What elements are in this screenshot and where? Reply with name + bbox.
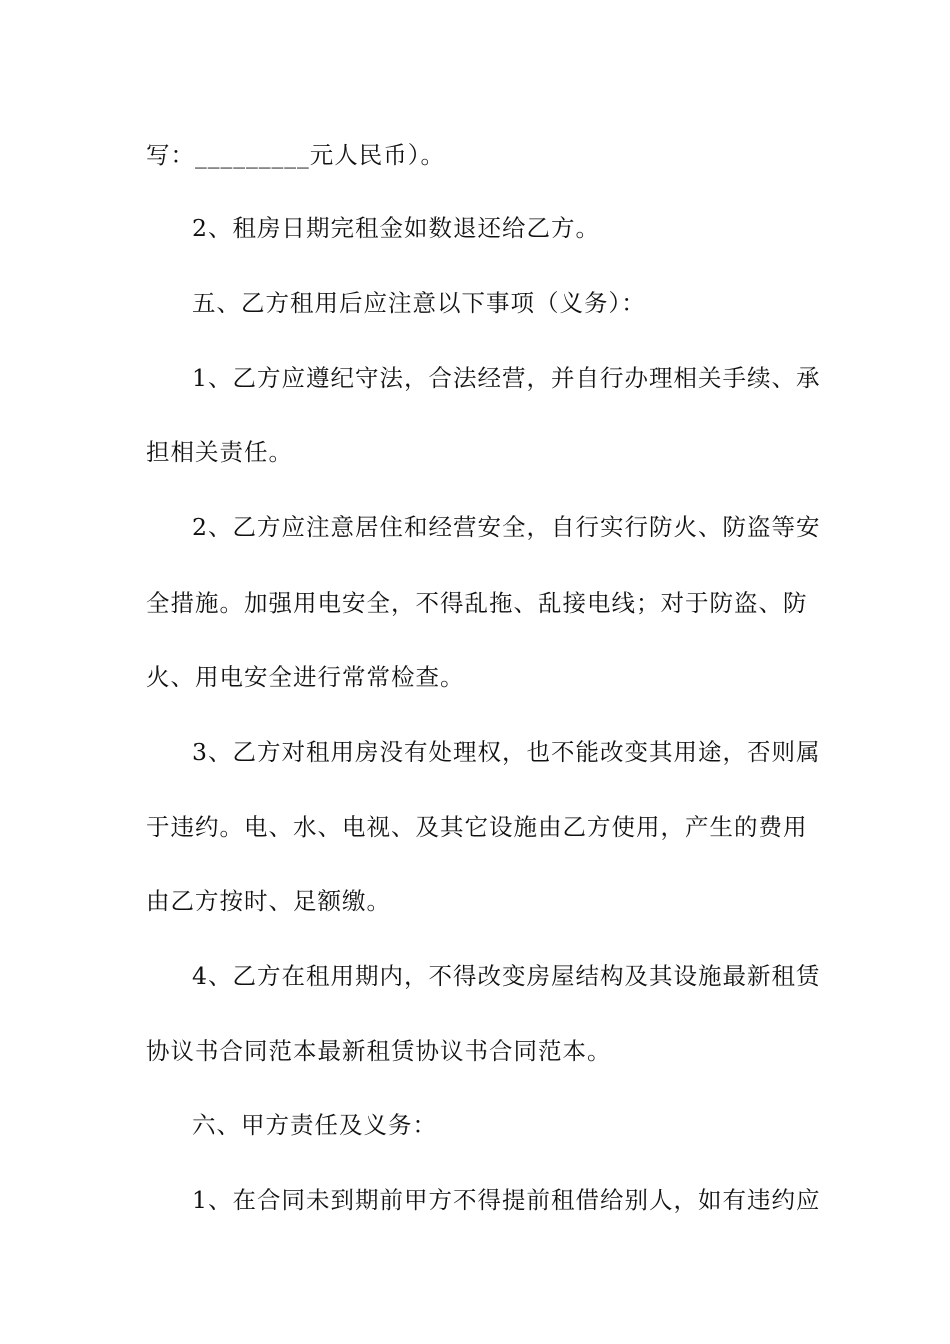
text-line-payment-amount: 写：_________元人民币）。 bbox=[146, 141, 445, 169]
text-line-clause-1: 1、乙方应遵纪守法，合法经营，并自行办理相关手续、承 bbox=[192, 364, 821, 392]
text-line-clause-3-cont-b: 由乙方按时、足额缴。 bbox=[146, 887, 391, 915]
text-line-clause-2-cont-b: 火、用电安全进行常常检查。 bbox=[146, 663, 465, 691]
text-line-landlord-clause-1: 1、在合同未到期前甲方不得提前租借给别人，如有违约应 bbox=[192, 1186, 821, 1214]
text-line-clause-3-cont-a: 于违约。电、水、电视、及其它设施由乙方使用，产生的费用 bbox=[146, 813, 808, 841]
text-line-refund-clause: 2、租房日期完租金如数退还给乙方。 bbox=[192, 214, 600, 242]
text-line-clause-2-cont-a: 全措施。加强用电安全，不得乱拖、乱接电线；对于防盗、防 bbox=[146, 589, 808, 617]
text-line-clause-4: 4、乙方在租用期内，不得改变房屋结构及其设施最新租赁 bbox=[192, 962, 821, 990]
section-heading-tenant-obligations: 五、乙方租用后应注意以下事项（义务）： bbox=[192, 289, 646, 317]
text-line-clause-4-cont: 协议书合同范本最新租赁协议书合同范本。 bbox=[146, 1037, 612, 1065]
text-line-clause-3: 3、乙方对租用房没有处理权，也不能改变其用途，否则属 bbox=[192, 738, 821, 766]
text-line-clause-1-cont: 担相关责任。 bbox=[146, 438, 293, 466]
section-heading-landlord-obligations: 六、甲方责任及义务： bbox=[192, 1111, 437, 1139]
text-line-clause-2: 2、乙方应注意居住和经营安全，自行实行防火、防盗等安 bbox=[192, 513, 821, 541]
